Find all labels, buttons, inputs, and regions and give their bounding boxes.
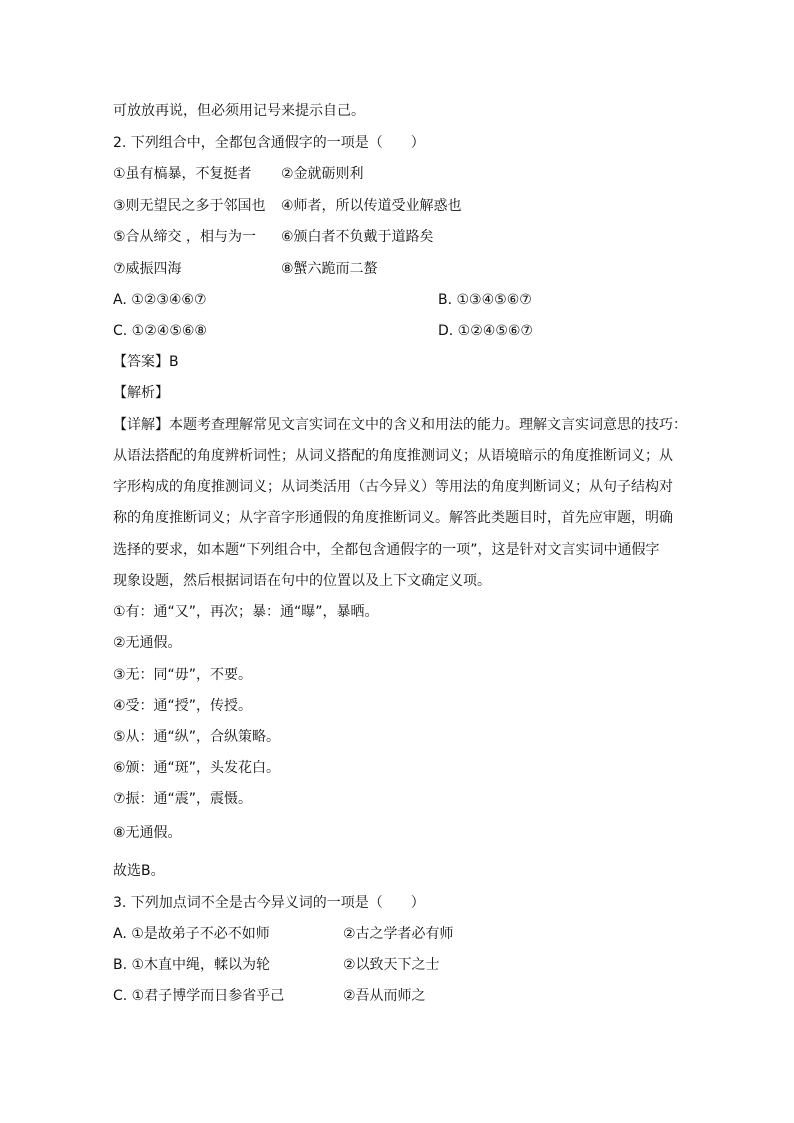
q3-option-left: A. ①是故弟子不必不如师 [113, 926, 270, 942]
q3-option-row [113, 955, 440, 975]
q2-item: ④师者，所以传道受业解惑也 [281, 198, 462, 214]
q2-item: ⑥颁白者不负戴于道路矣 [281, 229, 434, 245]
q2-item-row [113, 164, 364, 184]
q2-item: ③则无望民之多于邻国也 [113, 198, 266, 214]
q3-option-row [113, 924, 454, 944]
q2-item: ⑦威振四海 [113, 261, 182, 277]
detail-line: 现象设题，然后根据词语在句中的位置以及上下文确定义项。 [113, 573, 491, 589]
q2-option-c: C. ①②④⑤⑥⑧ [113, 323, 207, 339]
q2-item-row [113, 259, 378, 279]
note-line: ①有：通“又”，再次；暴：通“曝”，暴晒。 [113, 604, 379, 620]
q2-option-b: B. ①③④⑤⑥⑦ [438, 292, 532, 308]
q3-option-row [113, 986, 426, 1006]
q3-option-right: ②古之学者必有师 [343, 926, 454, 942]
note-line: ③无：同“毋”，不要。 [113, 667, 253, 683]
detail-line: 【详解】本题考查理解常见文言实词在文中的含义和用法的能力。理解文言实词意思的技巧： [113, 417, 687, 433]
conclusion-line: 故选B。 [113, 863, 165, 879]
q2-option-a: A. ①②③④⑥⑦ [113, 292, 207, 308]
q3-option-right: ②以致天下之士 [343, 957, 440, 973]
q2-item: ⑧蟹六跪而二螯 [281, 261, 378, 277]
q2-item-row [113, 196, 462, 216]
note-line: ⑧无通假。 [113, 825, 182, 841]
note-line: ④受：通“授”，传授。 [113, 698, 253, 714]
q2-item: ②金就砺则利 [281, 166, 364, 182]
q3-option-right: ②吾从而师之 [343, 988, 426, 1004]
question-3-stem: 3. 下列加点词不全是古今异义词的一项是（ ） [113, 895, 425, 911]
detail-line: 称的角度推断词义；从字音字形通假的角度推断词义。解答此类题目时，首先应审题，明确 [113, 510, 673, 526]
q3-option-left: C. ①君子博学而日参省乎己 [113, 988, 285, 1004]
q2-item-row [113, 227, 434, 247]
answer-label: 【答案】B [113, 354, 179, 370]
detail-line: 字形构成的角度推测词义；从词类活用（古今异义）等用法的角度判断词义；从句子结构对 [113, 479, 673, 495]
note-line: ⑥颁：通“斑”，头发花白。 [113, 760, 281, 776]
analysis-title: 【解析】 [113, 385, 169, 401]
note-line: ⑤从：通“纵”，合纵策略。 [113, 729, 281, 745]
note-line: ②无通假。 [113, 635, 182, 651]
q2-option-d: D. ①②④⑤⑥⑦ [438, 323, 533, 339]
note-line: ⑦振：通“震”，震慑。 [113, 791, 253, 807]
detail-line: 选择的要求，如本题“下列组合中，全都包含通假字的一项”，这是针对文言实词中通假字 [113, 542, 660, 558]
question-2-stem: 2. 下列组合中，全都包含通假字的一项是（ ） [113, 135, 425, 151]
detail-line: 从语法搭配的角度辨析词性；从词义搭配的角度推测词义；从语境暗示的角度推断词义；从 [113, 448, 673, 464]
q3-option-left: B. ①木直中绳，輮以为轮 [113, 957, 271, 973]
q2-item: ①虽有槁暴，不复挺者 [113, 166, 252, 182]
q2-item: ⑤合从缔交 ，相与为一 [113, 229, 257, 245]
intro-line: 可放放再说，但必须用记号来提示自己。 [113, 103, 365, 119]
